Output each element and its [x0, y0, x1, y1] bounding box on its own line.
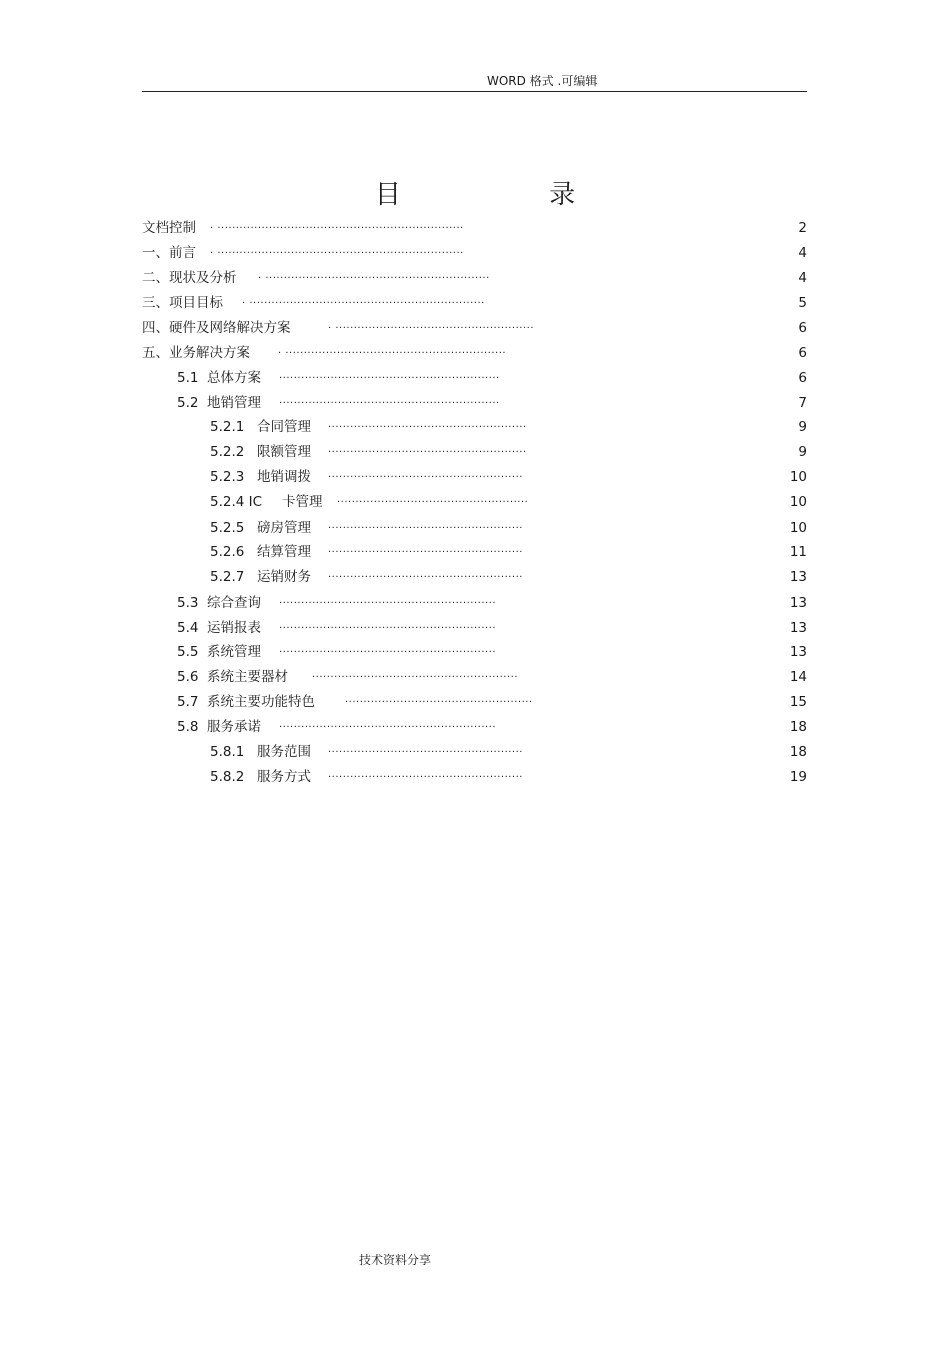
- toc-entry-number: 5.8.1: [210, 744, 245, 760]
- toc-entry-label: 服务承诺: [207, 719, 261, 735]
- toc-entry: [142, 593, 807, 613]
- toc-entry: [142, 667, 807, 687]
- toc-leader-dots: . .............................................................: [258, 270, 490, 281]
- toc-leader-dots: .....................................................: [328, 544, 523, 555]
- toc-entry-number: 5.2.3: [210, 469, 245, 485]
- toc-leader-dots: ...........................................................: [279, 644, 497, 655]
- toc-page-number: 5: [798, 295, 807, 311]
- toc-page-number: 13: [789, 569, 807, 585]
- toc-entry-label: 系统主要功能特色: [207, 694, 315, 710]
- toc-leader-dots: . ................................................................: [242, 295, 485, 306]
- toc-entry-label: 服务范围: [257, 744, 311, 760]
- toc-entry: [142, 293, 807, 313]
- toc-entry: [142, 218, 807, 238]
- toc-page-number: 9: [798, 419, 807, 435]
- toc-entry-label: 卡管理: [282, 494, 323, 510]
- toc-entry: [142, 618, 807, 638]
- toc-leader-dots: .....................................................: [328, 520, 523, 531]
- toc-entry-label: 地销调拨: [257, 469, 311, 485]
- toc-entry-label: 系统管理: [207, 644, 261, 660]
- toc-entry-label: 三、项目目标: [142, 295, 223, 311]
- toc-entry: [142, 642, 807, 662]
- toc-page-number: 11: [789, 544, 807, 560]
- toc-entry-number: 5.2.7: [210, 569, 245, 585]
- toc-entry-number: 5.2.5: [210, 520, 245, 536]
- page-footer: 技术资料分享: [359, 1253, 432, 1267]
- toc-entry-number: 5.2.1: [210, 419, 245, 435]
- toc-entry-number: 5.2.2: [210, 444, 245, 460]
- toc-entry-label: 五、业务解决方案: [142, 345, 250, 361]
- toc-page-number: 18: [789, 719, 807, 735]
- toc-page-number: 7: [798, 395, 807, 411]
- toc-entry-label: 文档控制: [142, 220, 196, 236]
- toc-entry-number: 5.6: [177, 669, 199, 685]
- toc-entry-number: 5.8: [177, 719, 199, 735]
- toc-entry-label: 系统主要器材: [207, 669, 288, 685]
- toc-page-number: 9: [798, 444, 807, 460]
- toc-entry: [142, 692, 807, 712]
- toc-entry-label: 运销报表: [207, 620, 261, 636]
- toc-entry: [142, 417, 807, 437]
- toc-entry-number: 5.2: [177, 395, 199, 411]
- header-text: WORD 格式 .可编辑: [487, 74, 598, 88]
- toc-entry: [142, 467, 807, 487]
- toc-leader-dots: . ......................................................: [328, 320, 535, 331]
- toc-entry: [142, 767, 807, 787]
- page-header: [142, 72, 807, 92]
- toc-entry: [142, 368, 807, 388]
- toc-leader-dots: ...................................................: [345, 694, 533, 705]
- toc-leader-dots: ............................................................: [279, 370, 500, 381]
- toc-entry-label: 地销管理: [207, 395, 261, 411]
- toc-entry: [142, 393, 807, 413]
- toc-entry-label: 运销财务: [257, 569, 311, 585]
- toc-leader-dots: .....................................................: [328, 469, 523, 480]
- toc-leader-dots: ...........................................................: [279, 595, 497, 606]
- toc-entry-number: 5.8.2: [210, 769, 245, 785]
- toc-leader-dots: ...........................................................: [279, 620, 497, 631]
- toc-entry-label: 限额管理: [257, 444, 311, 460]
- toc-entry-label: 结算管理: [257, 544, 311, 560]
- toc-entry-number: 5.2.6: [210, 544, 245, 560]
- toc-entry: [142, 343, 807, 363]
- toc-page-number: 10: [789, 469, 807, 485]
- toc-page-number: 6: [798, 370, 807, 386]
- toc-page-number: 13: [789, 620, 807, 636]
- toc-page-number: 13: [789, 644, 807, 660]
- toc-entry: [142, 717, 807, 737]
- toc-entry: [142, 567, 807, 587]
- toc-entry: [142, 243, 807, 263]
- toc-entry-label: 四、硬件及网络解决方案: [142, 320, 291, 336]
- toc-leader-dots: ......................................................: [328, 444, 527, 455]
- toc-entry-number: 5.7: [177, 694, 199, 710]
- toc-entry-number: 5.3: [177, 595, 199, 611]
- toc-entry-number: 5.4: [177, 620, 199, 636]
- toc-entry-label: 服务方式: [257, 769, 311, 785]
- toc-page-number: 18: [789, 744, 807, 760]
- toc-page-number: 2: [798, 220, 807, 236]
- toc-page-number: 4: [798, 245, 807, 261]
- toc-page-number: 15: [789, 694, 807, 710]
- toc-entry-number: 5.5: [177, 644, 199, 660]
- toc-leader-dots: .....................................................: [328, 769, 523, 780]
- toc-page-number: 4: [798, 270, 807, 286]
- toc-leader-dots: . ...................................................................: [210, 245, 464, 256]
- toc-entry-label: 合同管理: [257, 419, 311, 435]
- toc-leader-dots: . ............................................................: [278, 345, 507, 356]
- toc-entry: [142, 318, 807, 338]
- toc-page-number: 19: [789, 769, 807, 785]
- toc-leader-dots: ....................................................: [337, 494, 529, 505]
- toc-entry-number: 5.1: [177, 370, 199, 386]
- toc-page-number: 10: [789, 520, 807, 536]
- toc-leader-dots: .....................................................: [328, 744, 523, 755]
- toc-entry-label: 一、前言: [142, 245, 196, 261]
- toc-entry-label: 二、现状及分析: [142, 270, 237, 286]
- toc-leader-dots: ...........................................................: [279, 719, 497, 730]
- toc-leader-dots: ......................................................: [328, 419, 527, 430]
- toc-entry-label: 总体方案: [207, 370, 261, 386]
- toc-title: 目 录: [374, 180, 646, 210]
- toc-entry-number: 5.2.4 IC: [210, 494, 263, 510]
- toc-entry: [142, 542, 807, 562]
- toc-page-number: 10: [789, 494, 807, 510]
- toc-leader-dots: .....................................................: [328, 569, 523, 580]
- toc-entry: [142, 268, 807, 288]
- toc-entry: [142, 492, 807, 512]
- toc-entry: [142, 442, 807, 462]
- toc-entry-label: 综合查询: [207, 595, 261, 611]
- toc-entry-label: 磅房管理: [257, 520, 311, 536]
- toc-page-number: 13: [789, 595, 807, 611]
- toc-page-number: 14: [789, 669, 807, 685]
- toc-page-number: 6: [798, 345, 807, 361]
- toc-leader-dots: . ...................................................................: [210, 220, 464, 231]
- toc-leader-dots: ............................................................: [279, 395, 500, 406]
- toc-entry: [142, 518, 807, 538]
- toc-entry: [142, 742, 807, 762]
- toc-leader-dots: ........................................................: [312, 669, 519, 680]
- toc-page-number: 6: [798, 320, 807, 336]
